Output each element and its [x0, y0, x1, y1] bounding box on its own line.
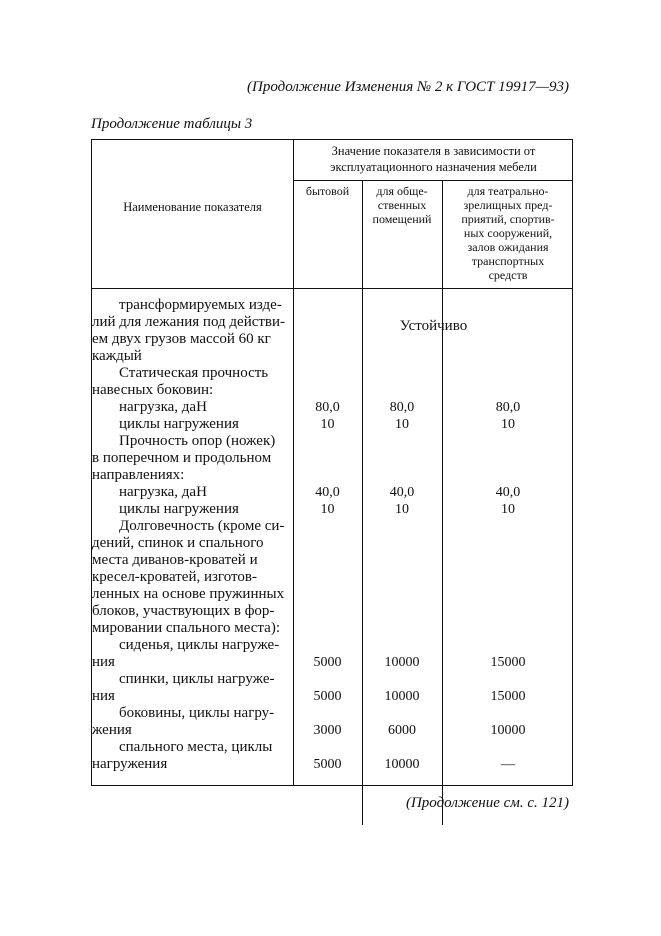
header-line: ных сооружений, — [463, 226, 553, 240]
cell-value: 40,0 — [389, 485, 415, 500]
header-line: для обще- — [376, 184, 428, 198]
row-label — [92, 484, 291, 501]
indicator-table — [91, 139, 573, 786]
header-theatre-sports-transport — [442, 184, 574, 282]
table-continuation-caption: Продолжение таблицы 3 — [91, 116, 253, 132]
row-label — [92, 705, 291, 739]
row-label-line: кресел-кроватей, изготов- — [92, 569, 257, 585]
row-label-line: нагрузка, даН — [119, 484, 207, 500]
cell-value: 80,0 — [315, 400, 340, 415]
header-public-premises — [362, 184, 442, 226]
footer-reference: (Продолжение см. с. 121) — [405, 795, 569, 811]
row-label — [92, 671, 291, 705]
cell-value: 10 — [501, 502, 515, 517]
cell-value: 10000 — [490, 723, 526, 738]
row-label — [92, 365, 291, 399]
row-label-line: каждый — [92, 348, 142, 364]
cell-value: 3000 — [313, 723, 342, 738]
header-value-group — [293, 143, 574, 175]
header-line: помещений — [372, 212, 432, 226]
cell-value: 10000 — [384, 655, 420, 670]
cell-value: 10 — [320, 502, 335, 517]
header-line: залов ожидания — [467, 240, 549, 254]
cell-value: 5000 — [313, 655, 342, 670]
row-label-line: навесных боковин: — [92, 382, 214, 398]
header-indicator-name: Наименование показателя — [123, 200, 262, 214]
cell-value: 40,0 — [495, 485, 521, 500]
cell-value: 15000 — [490, 655, 526, 670]
row-label — [92, 416, 291, 433]
cell-value: 10 — [395, 417, 409, 432]
row-label — [92, 637, 291, 671]
row-label-line: лий для лежания под действи- — [92, 314, 286, 330]
row-label — [92, 297, 291, 365]
header-divider — [293, 180, 572, 181]
row-label-line: Прочность опор (ножек) — [119, 433, 276, 449]
row-label — [92, 399, 291, 416]
cell-value: 80,0 — [389, 400, 415, 415]
cell-value: 10 — [395, 502, 409, 517]
cell-value: 40,0 — [315, 485, 340, 500]
row-label-line: нагрузка, даН — [119, 399, 207, 415]
header-line: для театрально- — [467, 184, 549, 198]
cell-value: 10000 — [384, 689, 420, 704]
cell-value: 10 — [320, 417, 335, 432]
cell-value: 5000 — [313, 689, 342, 704]
cell-value: — — [501, 757, 515, 772]
header-line: ственных — [377, 198, 427, 212]
row-label-line: циклы нагружения — [119, 416, 239, 432]
row-label-line: блоков, участвующих в фор- — [92, 603, 275, 619]
header-household — [293, 184, 362, 198]
cell-value: 10 — [501, 417, 515, 432]
row-label-line: ем двух грузов массой 60 кг — [92, 331, 271, 347]
row-label-line: трансформируемых изде- — [119, 297, 282, 313]
row-label — [92, 433, 291, 484]
cell-value: 6000 — [388, 723, 416, 738]
header-line: транспортных — [471, 254, 545, 268]
cell-value: 5000 — [313, 757, 342, 772]
row-label-line: нагружения — [92, 756, 168, 772]
row-label-line: сиденья, циклы нагруже- — [119, 637, 280, 653]
header-line: бытовой — [305, 184, 350, 198]
row-label — [92, 739, 291, 773]
row-label-line: мировании спального места): — [92, 620, 280, 636]
row-label-line: циклы нагружения — [119, 501, 239, 517]
row-label-line: боковины, циклы нагру- — [119, 705, 275, 721]
header-line: Значение показателя в зависимости от — [331, 144, 536, 158]
row-label-line: ленных на основе пружинных — [92, 586, 285, 602]
row-label-line: места диванов-кроватей и — [92, 552, 258, 568]
cell-value: 80,0 — [495, 400, 521, 415]
row-label — [92, 518, 291, 637]
row-label-line: спинки, циклы нагруже- — [119, 671, 275, 687]
row-label-line: Долговечность (кроме си- — [119, 518, 285, 534]
row-label-line: спального места, циклы — [119, 739, 273, 755]
row-label-line: ния — [92, 654, 115, 670]
header-reference: (Продолжение Изменения № 2 к ГОСТ 19917—93) — [247, 79, 569, 95]
cell-value: 10000 — [384, 757, 420, 772]
row-label-line: в поперечном и продольном — [92, 450, 272, 466]
cell-value: 15000 — [490, 689, 526, 704]
header-line: приятий, спортив- — [461, 212, 555, 226]
row-label-line: жения — [92, 722, 132, 738]
header-line: зрелищных пред- — [463, 198, 553, 212]
row-label-line: дений, спинок и спального — [92, 535, 264, 551]
row-label-line: Статическая прочность — [119, 365, 269, 381]
row-label-line: направлениях: — [92, 467, 185, 483]
header-bottom-rule — [92, 288, 572, 289]
header-line: эксплуатационного назначения мебели — [330, 160, 537, 174]
stable-value: Устойчиво — [399, 318, 468, 334]
row-label — [92, 501, 291, 518]
header-line: средств — [488, 268, 528, 282]
row-label-line: ния — [92, 688, 115, 704]
